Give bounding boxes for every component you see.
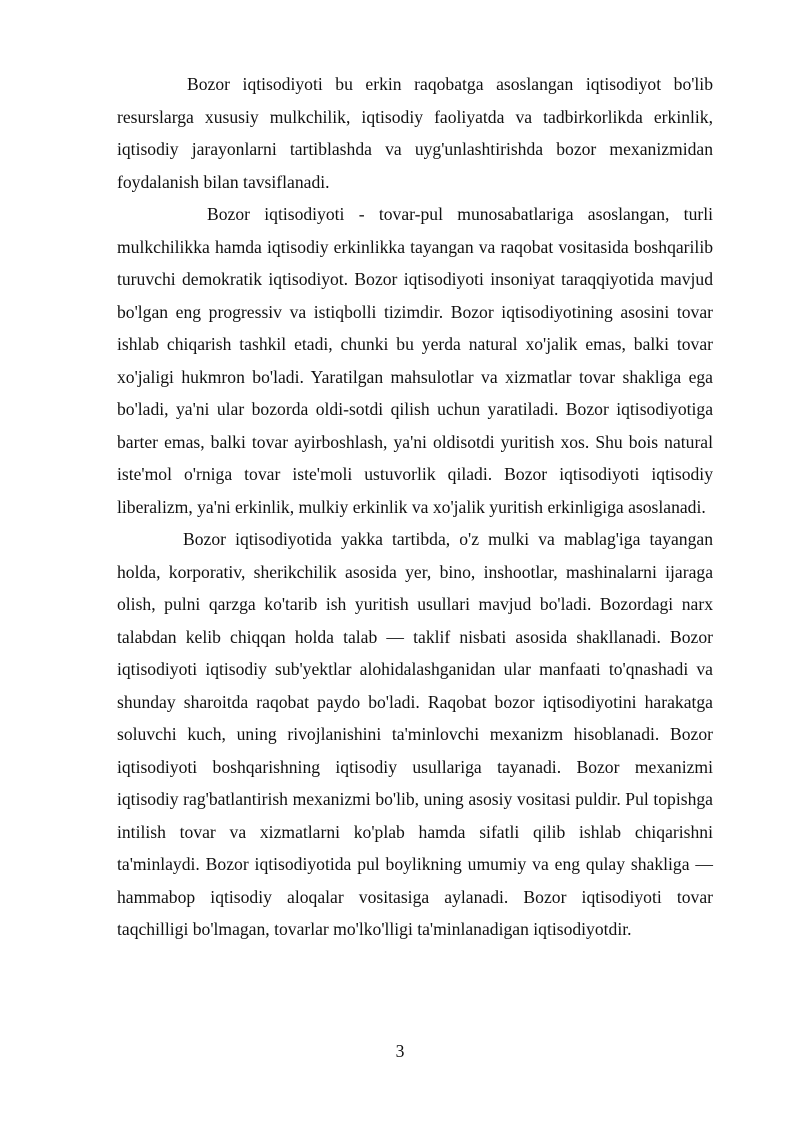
paragraph-3: Bozor iqtisodiyotida yakka tartibda, o'z mulki va mablag'iga tayangan holda, korporativ, sherikchilik asosida yer, bino, inshootlar, mashinalarni ijaraga olish, pulni qarzga ko'tarib ish yuritish usullari mavjud bo'ladi. Bozordagi narx talabdan kelib chiqqan holda talab — taklif nisbati asosida shakllanadi. Bozor iqtisodiyoti iqtisodiy sub'yektlar alohidalashganidan ular manfaati to'qnashadi va shunday sharoitda raqobat paydo bo'ladi. Raqobat bozor iqtisodiyotini harakatga soluvchi kuch, uning rivojlanishini ta'minlovchi mexanizm hisoblanadi. Bozor iqtisodiyoti boshqarishning iqtisodiy usullariga tayanadi. Bozor mexanizmi iqtisodiy rag'batlantirish mexanizmi bo'lib, uning asosiy vositasi puldir. Pul topishga intilish tovar va xizmatlarni ko'plab hamda sifatli qilib ishlab chiqarishni ta'minlaydi. Bozor iqtisodiyotida pul boylikning umumiy va eng qulay shakliga — hammabop iqtisodiy aloqalar vositasiga aylanadi. Bozor iqtisodiyoti tovar taqchilligi bo'lmagan, tovarlar mo'lko'lligi ta'minlanadigan iqtisodiyotdir. [117,529,713,939]
body-text [117,68,713,946]
paragraph-2: Bozor iqtisodiyoti - tovar-pul munosabatlariga asoslangan, turli mulkchilikka hamda iqtisodiy erkinlikka tayangan va raqobat vositasida boshqarilib turuvchi demokratik iqtisodiyot. Bozor iqtisodiyoti insoniyat taraqqiyotida mavjud bo'lgan eng progressiv va istiqbolli tizimdir. Bozor iqtisodiyotining asosini tovar ishlab chiqarish tashkil etadi, chunki bu yerda natural xo'jalik emas, balki tovar xo'jaligi hukmron bo'ladi. Yaratilgan mahsulotlar va xizmatlar tovar shakliga ega bo'ladi, ya'ni ular bozorda oldi-sotdi qilish uchun yaratiladi. Bozor iqtisodiyotiga barter emas, balki tovar ayirboshlash, ya'ni oldisotdi yuritish xos. Shu bois natural iste'mol o'rniga tovar iste'moli ustuvorlik qiladi. Bozor iqtisodiyoti iqtisodiy liberalizm, ya'ni erkinlik, mulkiy erkinlik va xo'jalik yuritish erkinligiga asoslanadi. [117,204,713,517]
paragraph-1: Bozor iqtisodiyoti bu erkin raqobatga asoslangan iqtisodiyot bo'lib resurslarga xususiy mulkchilik, iqtisodiy faoliyatda va tadbirkorlikda erkinlik, iqtisodiy jarayonlarni tartiblashda va uyg'unlashtirishda bozor mexanizmidan foydalanish bilan tavsiflanadi. [117,74,713,192]
page-number: 3 [395,1041,405,1061]
